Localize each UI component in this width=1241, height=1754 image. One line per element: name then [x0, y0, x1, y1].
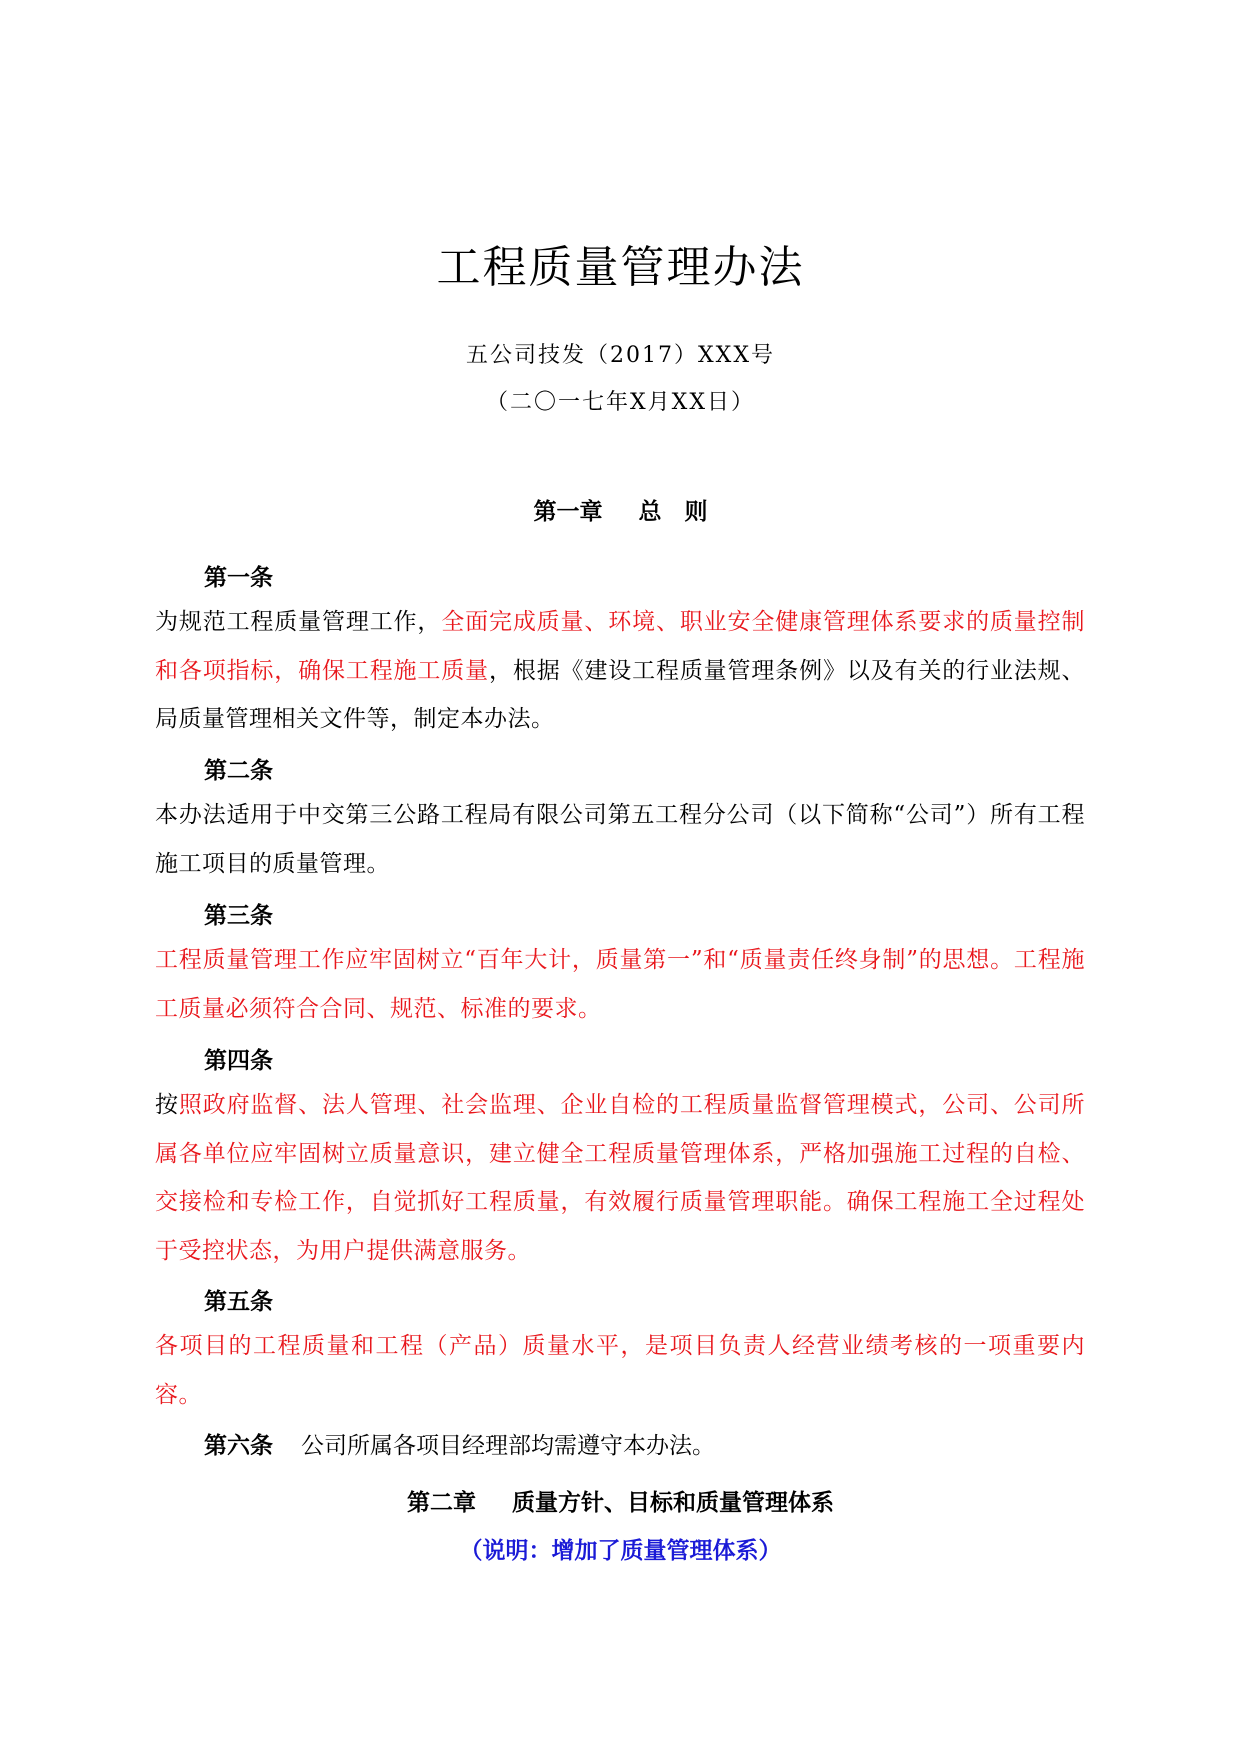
article-2-body [155, 791, 1085, 888]
article-5-heading: 第五条 [204, 1289, 273, 1315]
article-4-text-b: 照政府监督、法人管理、社会监理、企业自检的工程质量监督管理模式，公司、公司所属各单位应牢固树立质量意识，建立健全工程质量管理体系，严格加强施工过程的自检、交接检和专检工作，自觉抓好工程质量，有效履行质量管理职能。确保工程施工全过程处于受控状态，为用户提供满意服务。 [155, 1092, 1086, 1264]
article-3-text: 工程质量管理工作应牢固树立“百年大计，质量第一”和“质量责任终身制”的思想。工程施工质量必须符合合同、规范、标准的要求。 [155, 947, 1085, 1022]
chapter-1-name: 总 则 [638, 499, 708, 525]
article-6-text: 公司所属各项目经理部均需遵守本办法。 [301, 1433, 715, 1459]
article-1-body [155, 598, 1085, 744]
article-3-body [155, 936, 1085, 1033]
article-4-body [155, 1081, 1085, 1275]
article-1-text-a: 为规范工程质量管理工作， [155, 609, 442, 635]
article-3-heading: 第三条 [204, 903, 273, 929]
article-1-text-b: 全面完成质量、环境、职业安全健康管理体系要求的质量控制和各项指标，确保工程施工质量 [155, 609, 1086, 684]
chapter-2-number: 第二章 [407, 1490, 476, 1516]
chapter-2-name: 质量方针、目标和质量管理体系 [512, 1490, 834, 1516]
chapter-2-heading [0, 1485, 1241, 1521]
chapter-1-number: 第一章 [533, 499, 603, 525]
article-5-body [155, 1322, 1085, 1419]
revision-note: （说明：增加了质量管理体系） [459, 1538, 782, 1564]
document-date: （二〇一七年X月XX日） [486, 390, 755, 415]
document-title: 工程质量管理办法 [436, 242, 805, 293]
article-4-heading: 第四条 [204, 1048, 273, 1074]
article-5-text: 各项目的工程质量和工程（产品）质量水平，是项目负责人经营业绩考核的一项重要内容。 [155, 1333, 1085, 1408]
article-4-text-a: 按 [155, 1092, 179, 1118]
article-1-text-c: ，根据《建设工程质量管理条例》以及有关的行业法规、局质量管理相关文件等，制定本办法。 [155, 657, 1086, 732]
article-2-heading: 第二条 [204, 758, 273, 784]
document-number: 五公司技发（2017）XXX号 [466, 343, 775, 368]
article-2-text: 本办法适用于中交第三公路工程局有限公司第五工程分公司（以下简称“公司”）所有工程施工项目的质量管理。 [155, 802, 1085, 877]
article-6 [204, 1428, 715, 1464]
chapter-1-heading [0, 494, 1241, 530]
article-6-heading: 第六条 [204, 1433, 273, 1459]
article-1-heading: 第一条 [204, 565, 273, 591]
